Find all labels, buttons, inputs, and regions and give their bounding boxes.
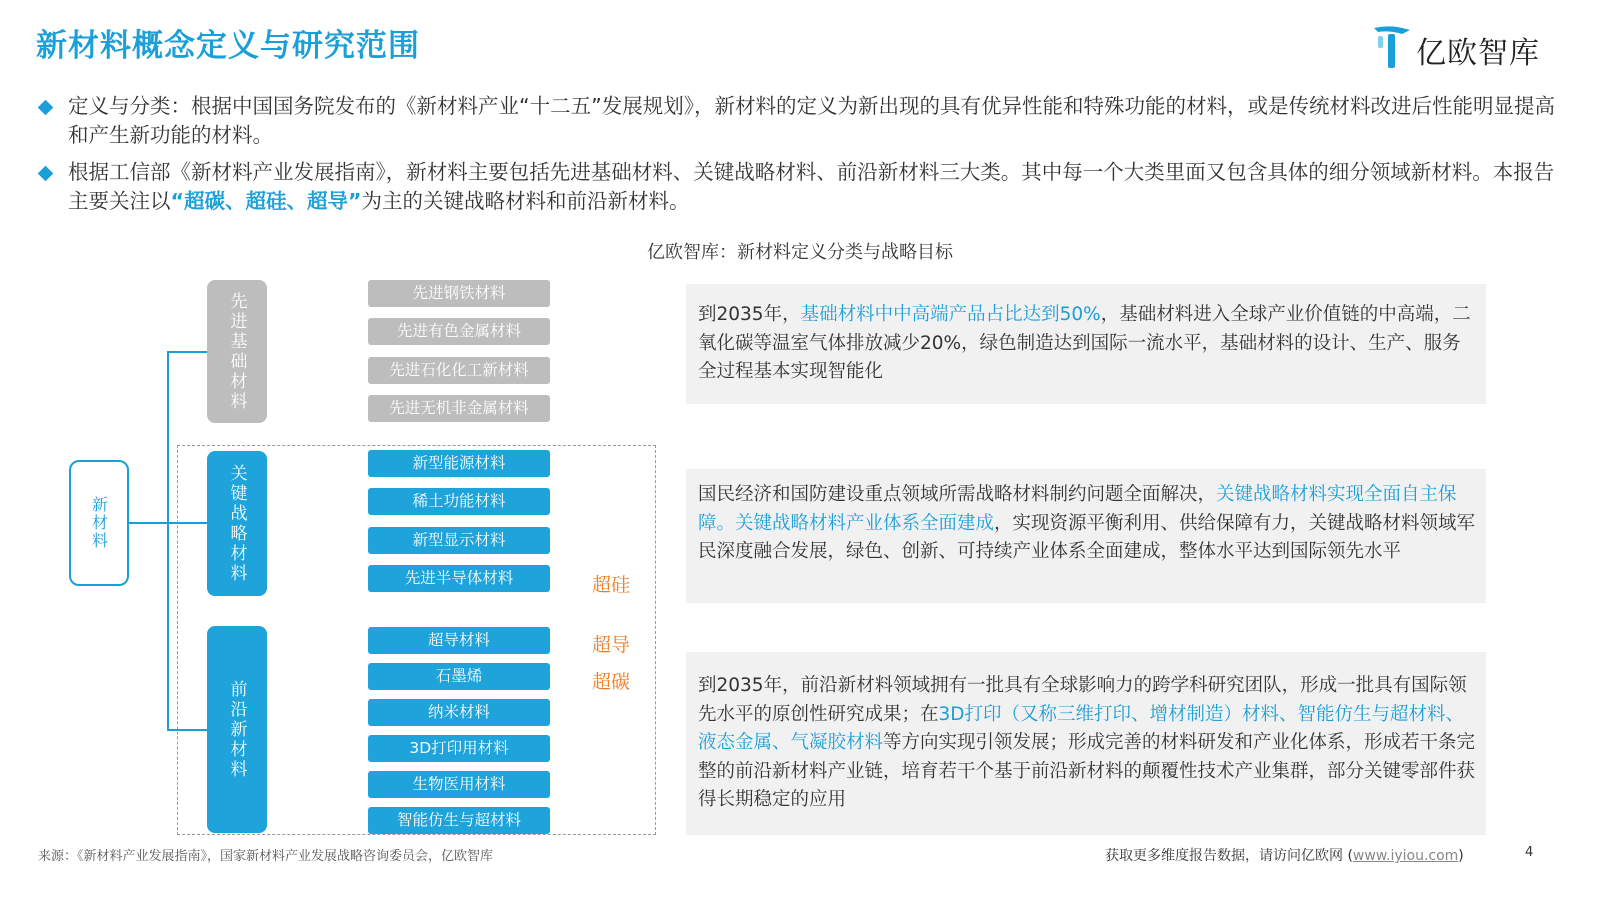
category-frontier [207, 626, 267, 833]
logo-text: 亿欧智库 [1416, 36, 1540, 71]
root-label: 新材料 [89, 496, 109, 550]
goal-text: ，实现资源平衡利用、供给保障有力，关键战略材料领域军民深度融合发展，绿色、创新、可持续产业体系全面建成，整体水平达到国际领先水平 [698, 512, 1476, 562]
goal-text: 国民经济和国防建设重点领域所需战略材料制约问题全面解决， [698, 484, 1217, 505]
bullet-definition [40, 92, 1560, 150]
page-title: 新材料概念定义与研究范围 [36, 28, 420, 64]
category-strategic [207, 451, 267, 596]
goal-highlight: 基础材料中中高端产品占比达到50% [800, 304, 1101, 325]
footer-cta-text: 获取更多维度报告数据，请访问亿欧网 ( [1105, 848, 1353, 864]
material-item: 先进半导体材料 [368, 565, 550, 592]
category-basic [207, 280, 267, 423]
goal-text: 到2035年，前沿新材料领域拥有一批具有全球影响力的跨学科研究团队，形成一批具有国际领先水平的原创性研究成果；在 [698, 675, 1467, 725]
category-label: 前沿新材料 [226, 679, 247, 780]
bullet-text: 定义与分类：根据中国国务院发布的《新材料产业“十二五”发展规划》，新材料的定义为新出现的具有优异性能和特殊功能的材料，或是传统材料改进后性能明显提高和产生新功能的材料。 [68, 94, 1555, 147]
bullet-highlight: “超碳、超硅、超导” [170, 189, 362, 213]
website-link[interactable]: www.iyiou.com [1352, 848, 1459, 864]
connector-line [129, 522, 168, 524]
material-item: 3D打印用材料 [368, 735, 550, 762]
bullet-classification [40, 158, 1560, 216]
logo [1372, 22, 1572, 70]
root-node [69, 460, 129, 586]
goal-text: 到2035年， [698, 304, 801, 325]
logo-icon [1372, 22, 1414, 70]
connector-line [167, 351, 207, 353]
tag-super-carbon: 超碳 [592, 671, 631, 693]
bullet-text-post: 为主的关键战略材料和前沿新材料。 [361, 189, 690, 213]
material-item: 稀土功能材料 [368, 488, 550, 515]
material-item: 新型显示材料 [368, 527, 550, 554]
footer-cta [1105, 845, 1464, 865]
diagram-title: 亿欧智库：新材料定义分类与战略目标 [647, 242, 953, 263]
goal-box-frontier [686, 652, 1486, 835]
diamond-bullet-icon [38, 100, 54, 116]
goal-highlight: 关键战略材料实现全面自主保障。关键战略材料产业体系全面建成 [698, 484, 1457, 534]
connector-line [167, 351, 169, 730]
goal-highlight: 3D打印（又称三维打印、增材制造）材料、智能仿生与超材料、液态金属、气凝胶材料 [698, 703, 1465, 753]
material-item: 超导材料 [368, 627, 550, 654]
goal-box-strategic [686, 469, 1486, 603]
goal-text: ，基础材料进入全球产业价值链的中高端，二氧化碳等温室气体排放减少20%，绿色制造达到国际一流水平，基础材料的设计、生产、服务全过程基本实现智能化 [698, 304, 1471, 382]
material-item: 新型能源材料 [368, 450, 550, 477]
material-item: 先进有色金属材料 [368, 318, 550, 345]
material-item: 先进钢铁材料 [368, 280, 550, 307]
goal-text: 等方向实现引领发展；形成完善的材料研发和产业化体系，形成若干条完整的前沿新材料产业链，培育若干个基于前沿新材料的颠覆性技术产业集群，部分关键零部件获得长期稳定的应用 [698, 732, 1476, 810]
tag-super-silicon: 超硅 [592, 574, 631, 596]
material-item: 智能仿生与超材料 [368, 807, 550, 834]
material-item: 先进无机非金属材料 [368, 395, 550, 422]
material-item: 石墨烯 [368, 663, 550, 690]
page-number: 4 [1525, 845, 1534, 860]
category-label: 先进基础材料 [226, 291, 247, 412]
material-item: 生物医用材料 [368, 771, 550, 798]
goal-box-basic [686, 284, 1486, 404]
material-item: 先进石化化工新材料 [368, 357, 550, 384]
tag-superconductor: 超导 [592, 634, 631, 656]
diamond-bullet-icon [38, 166, 54, 182]
category-label: 关键战略材料 [226, 463, 247, 584]
material-item: 纳米材料 [368, 699, 550, 726]
source-note: 来源：《新材料产业发展指南》，国家新材料产业发展战略咨询委员会，亿欧智库 [38, 849, 494, 864]
bullet-text-pre: 根据工信部《新材料产业发展指南》，新材料主要包括先进基础材料、关键战略材料、前沿新材料三大类。其中每一个大类里面又包含具体的细分领域新材料。本报告主要关注以 [68, 160, 1555, 213]
footer-cta-close: ) [1458, 848, 1464, 864]
